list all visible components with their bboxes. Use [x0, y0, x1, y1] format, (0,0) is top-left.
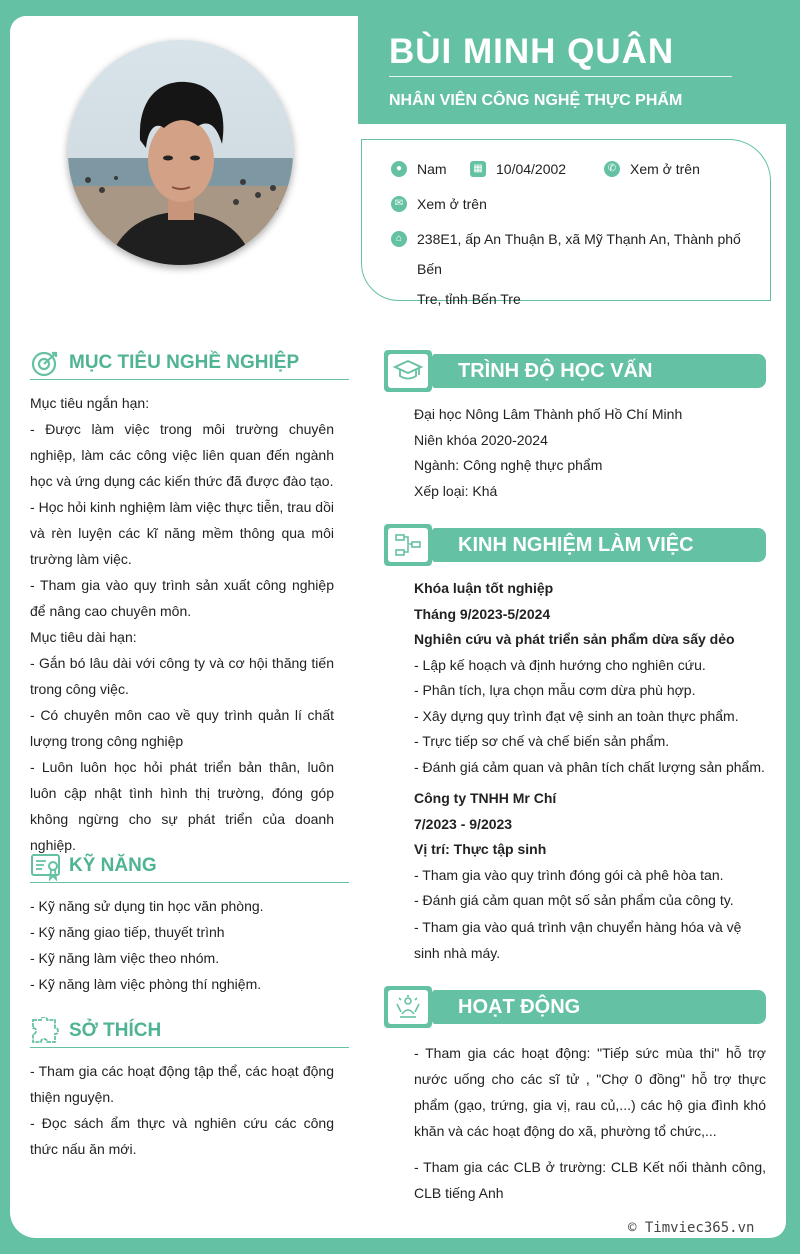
gender-value: Nam [417, 161, 447, 177]
skill-item: - Kỹ năng giao tiếp, thuyết trình [30, 924, 225, 940]
footer-band [360, 1238, 800, 1254]
hobby-item: - Đọc sách ẩm thực và nghiên cứu các công thức nấu ăn mới. [30, 1115, 334, 1157]
hobbies-body [30, 1058, 334, 1162]
objective-body [30, 390, 334, 858]
name-divider [389, 76, 732, 77]
experience-job-1 [414, 576, 766, 780]
grade: Xếp loại: Khá [414, 482, 498, 499]
puzzle-icon [30, 1017, 60, 1047]
objective-title: MỤC TIÊU NGHỀ NGHIỆP [69, 352, 300, 373]
job-task: - Tham gia vào quá trình vận chuyển hàng hóa và vệ sinh nhà máy. [414, 918, 742, 961]
school-years: Niên khóa 2020-2024 [414, 431, 548, 448]
objective-line: - Có chuyên môn cao về quy trình quản lí chất lượng trong công nghiệp [30, 707, 334, 749]
email-row [391, 189, 487, 219]
experience-title: KINH NGHIỆM LÀM VIỆC [458, 534, 694, 556]
profile-photo [68, 40, 293, 265]
activity-item: - Tham gia các CLB ở trường: CLB Kết nối thành công, CLB tiếng Anh [414, 1159, 766, 1201]
skills-body [30, 893, 334, 997]
graduation-cap-icon [393, 358, 423, 384]
activity-item: - Tham gia các hoạt động: "Tiếp sức mùa thi" hỗ trợ nước uống cho các sĩ tử , "Chợ 0 đồng" hỗ trợ thực phẩm (gạo, trứng, gia vị, rau củ,...) các hộ gia đình khó khăn và các hoạt động do xã, phường tổ chức,... [414, 1045, 766, 1139]
job-period: Tháng 9/2023-5/2024 [414, 605, 551, 622]
job-org: Khóa luận tốt nghiệp [414, 580, 554, 596]
teamwork-icon [394, 994, 422, 1020]
address-line-1: 238E1, ấp An Thuận B, xã Mỹ Thạnh An, Thành phố Bến [417, 231, 741, 277]
skill-item: - Kỹ năng sử dụng tin học văn phòng. [30, 898, 264, 914]
job-title: NHÂN VIÊN CÔNG NGHỆ THỰC PHẨM [389, 92, 683, 109]
skill-item: - Kỹ năng làm việc phòng thí nghiệm. [30, 976, 262, 992]
skill-item: - Kỹ năng làm việc theo nhóm. [30, 950, 220, 966]
skills-title: KỸ NĂNG [69, 855, 157, 876]
experience-job-2 [414, 786, 766, 966]
objective-line: - Luôn luôn học hỏi phát triển bản thân, luôn luôn cập nhật tình hình thị trường, đóng góp không ngừng cho sự phát triển của doanh nghiệp. [30, 759, 334, 853]
hobby-item: - Tham gia các hoạt động tập thể, các hoạt động thiện nguyện. [30, 1063, 334, 1105]
objective-line: Mục tiêu ngắn hạn: [30, 395, 150, 411]
activities-body [414, 1040, 766, 1206]
target-icon [30, 349, 60, 379]
phone-icon: ✆ [604, 161, 620, 177]
education-body [414, 402, 766, 504]
objective-line: Mục tiêu dài hạn: [30, 629, 137, 645]
address-line-2: Tre, tỉnh Bến Tre [417, 291, 521, 307]
job-task: - Xây dựng quy trình đạt vệ sinh an toàn thực phẩm. [414, 707, 739, 724]
workflow-icon [394, 532, 422, 558]
hobbies-underline [30, 1047, 349, 1048]
job-task: - Lập kế hoạch và định hướng cho nghiên cứu. [414, 656, 706, 673]
job-role: Vị trí: Thực tập sinh [414, 841, 547, 857]
candidate-name: BÙI MINH QUÂN [389, 32, 675, 71]
job-task: - Tham gia vào quy trình đóng gói cà phê hòa tan. [414, 866, 724, 883]
calendar-icon: ▦ [470, 161, 486, 177]
objective-line: - Tham gia vào quy trình sản xuất công nghiệp để nâng cao chuyên môn. [30, 577, 334, 619]
phone-row [604, 154, 700, 184]
job-org: Công ty TNHH Mr Chí [414, 790, 557, 806]
education-heading [384, 350, 766, 394]
school-name: Đại học Nông Lâm Thành phố Hồ Chí Minh [414, 406, 683, 422]
hobbies-title: SỞ THÍCH [69, 1020, 162, 1041]
home-icon: ⌂ [391, 231, 407, 247]
phone-value: Xem ở trên [630, 161, 700, 177]
watermark: © Timviec365.vn [628, 1220, 755, 1236]
objective-line: - Học hỏi kinh nghiệm làm việc thực tiễn, trau dồi và rèn luyện các kĩ năng mềm thông qua môi trường làm việc. [30, 499, 334, 567]
job-period: 7/2023 - 9/2023 [414, 815, 513, 832]
activities-title: HOẠT ĐỘNG [458, 996, 581, 1018]
objective-line: - Gắn bó lâu dài với công ty và cơ hội thăng tiến trong công việc. [30, 655, 334, 697]
job-task: - Đánh giá cảm quan một số sản phẩm của công ty. [414, 892, 734, 908]
education-title: TRÌNH ĐỘ HỌC VẤN [458, 360, 653, 382]
job-role: Nghiên cứu và phát triển sản phẩm dừa sấy dẻo [414, 631, 735, 647]
objective-underline [30, 379, 349, 380]
gender-row [391, 154, 447, 184]
job-task: - Đánh giá cảm quan và phân tích chất lượng sản phẩm. [414, 758, 765, 775]
email-value: Xem ở trên [417, 196, 487, 212]
address-row [391, 224, 761, 314]
major: Ngành: Công nghệ thực phẩm [414, 457, 603, 473]
mail-icon: ✉ [391, 196, 407, 212]
job-task: - Phân tích, lựa chọn mẫu cơm dừa phù hợp. [414, 682, 696, 698]
birthdate-value: 10/04/2002 [496, 161, 567, 177]
experience-heading [384, 524, 766, 568]
birthdate-row [470, 154, 566, 184]
job-task: - Trực tiếp sơ chế và chế biến sản phẩm. [414, 733, 670, 749]
person-icon: ● [391, 161, 407, 177]
activities-heading [384, 986, 766, 1030]
certificate-icon [28, 852, 64, 882]
objective-line: - Được làm việc trong môi trường chuyên nghiệp, làm các công việc liên quan đến ngành học và ứng dụng các kiến thức đã được đào tạo. [30, 421, 334, 489]
skills-underline [30, 882, 349, 883]
